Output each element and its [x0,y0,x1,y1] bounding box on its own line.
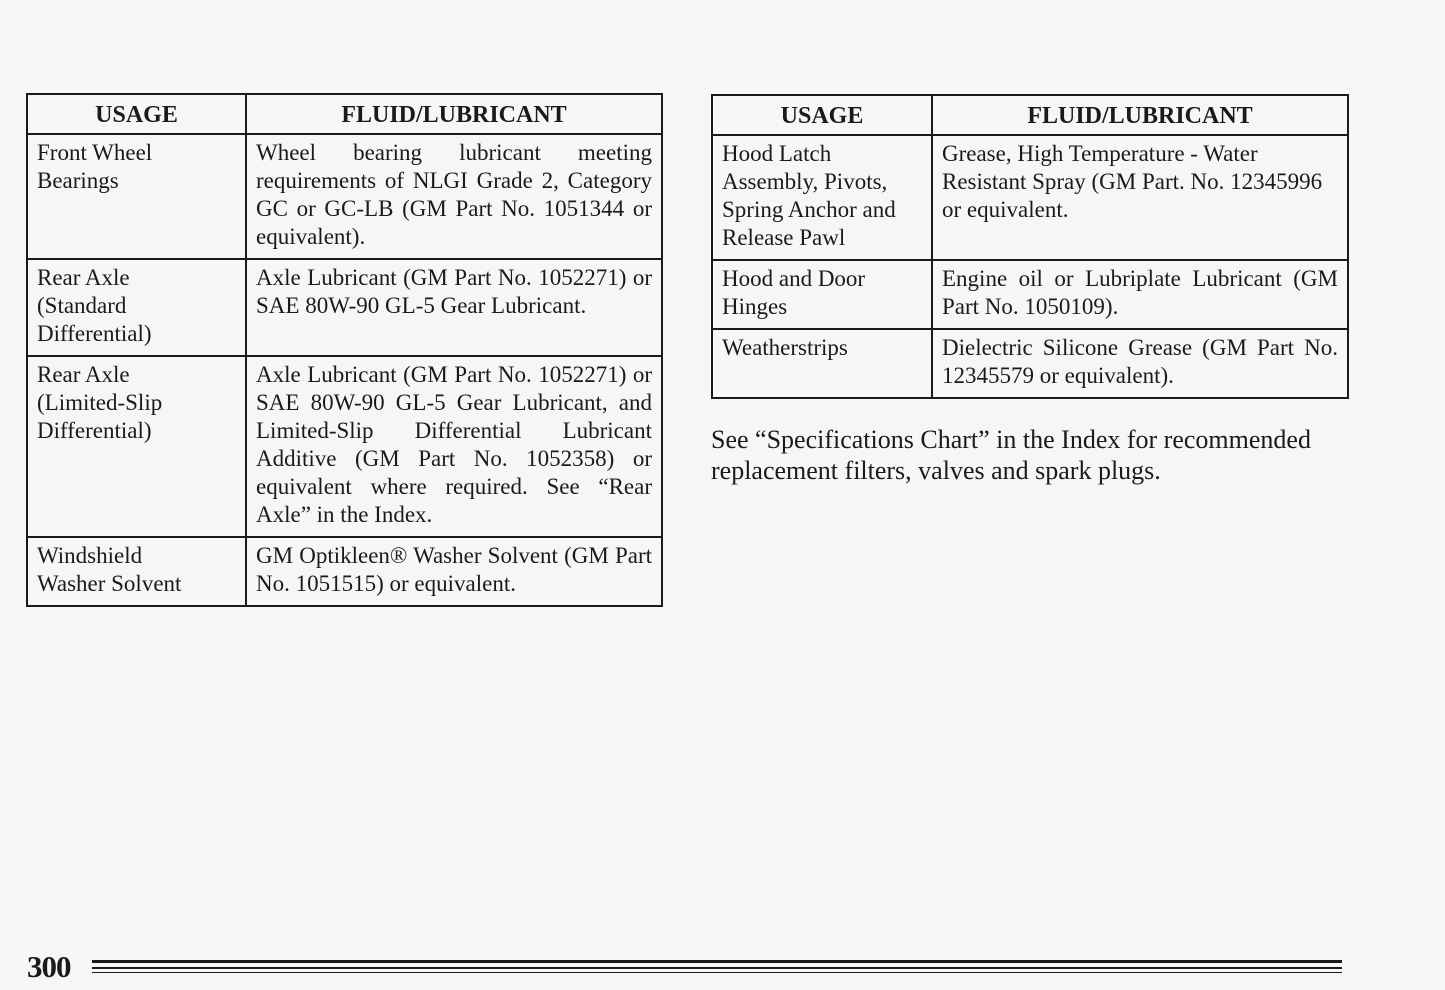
fluid-lubricant-table-right [711,94,1349,399]
fluid-cell: Grease, High Temperature - Water Resistant Spray (GM Part. No. 12345996 or equivalent. [932,135,1348,260]
table-header-row [712,95,1348,135]
table-row [27,356,662,537]
usage-line: (Limited-Slip [37,390,163,415]
table-row [27,134,662,259]
fluid-lubricant-table-left [26,93,663,607]
usage-line: Windshield [37,543,143,568]
usage-line: Washer Solvent [37,571,182,596]
usage-header: USAGE [712,95,932,135]
table-row [27,259,662,356]
table-row [27,537,662,606]
fluid-cell: Dielectric Silicone Grease (GM Part No. 12345579 or equivalent). [932,329,1348,398]
specifications-note: See “Specifications Chart” in the Index for recommended replacement filters, valves and spark plugs. [711,425,1311,485]
fluid-lubricant-header: FLUID/LUBRICANT [932,95,1348,135]
usage-line: Weatherstrips [722,335,848,360]
usage-line: (Standard [37,293,127,318]
footer-rule [92,972,1342,973]
fluid-lubricant-header: FLUID/LUBRICANT [246,94,662,134]
usage-cell [712,135,932,260]
usage-line: Rear Axle [37,362,130,387]
usage-line: Assembly, Pivots, [722,169,888,194]
usage-line: Front Wheel [37,140,153,165]
footer-rule [92,967,1342,969]
usage-line: Hood and Door [722,266,866,291]
usage-cell [27,356,246,537]
footer-rule [92,960,1342,963]
fluid-cell: Wheel bearing lubricant meeting requirements of NLGI Grade 2, Category GC or GC-LB (GM Part No. 1051344 or equivalent). [246,134,662,259]
page-number: 300 [27,949,71,984]
usage-line: Hinges [722,294,788,319]
table-header-row [27,94,662,134]
usage-cell [27,537,246,606]
usage-line: Differential) [37,418,152,443]
fluid-cell: GM Optikleen® Washer Solvent (GM Part No. 1051515) or equivalent. [246,537,662,606]
fluid-cell: Axle Lubricant (GM Part No. 1052271) or SAE 80W-90 GL-5 Gear Lubricant, and Limited-Slip Differential Lubricant Additive (GM Part No. 1052358) or equivalent where required. See “Rear Axle” in the Index. [246,356,662,537]
usage-cell [27,259,246,356]
usage-line: Bearings [37,168,119,193]
usage-line: Differential) [37,321,152,346]
table-row [712,135,1348,260]
usage-line: Rear Axle [37,265,130,290]
fluid-cell: Engine oil or Lubriplate Lubricant (GM Part No. 1050109). [932,260,1348,329]
table-row [712,260,1348,329]
fluid-cell: Axle Lubricant (GM Part No. 1052271) or SAE 80W-90 GL-5 Gear Lubricant. [246,259,662,356]
usage-cell [712,329,932,398]
usage-cell [712,260,932,329]
usage-line: Hood Latch [722,141,832,166]
usage-cell [27,134,246,259]
table-row [712,329,1348,398]
usage-line: Release Pawl [722,225,846,250]
usage-header: USAGE [27,94,246,134]
usage-line: Spring Anchor and [722,197,896,222]
